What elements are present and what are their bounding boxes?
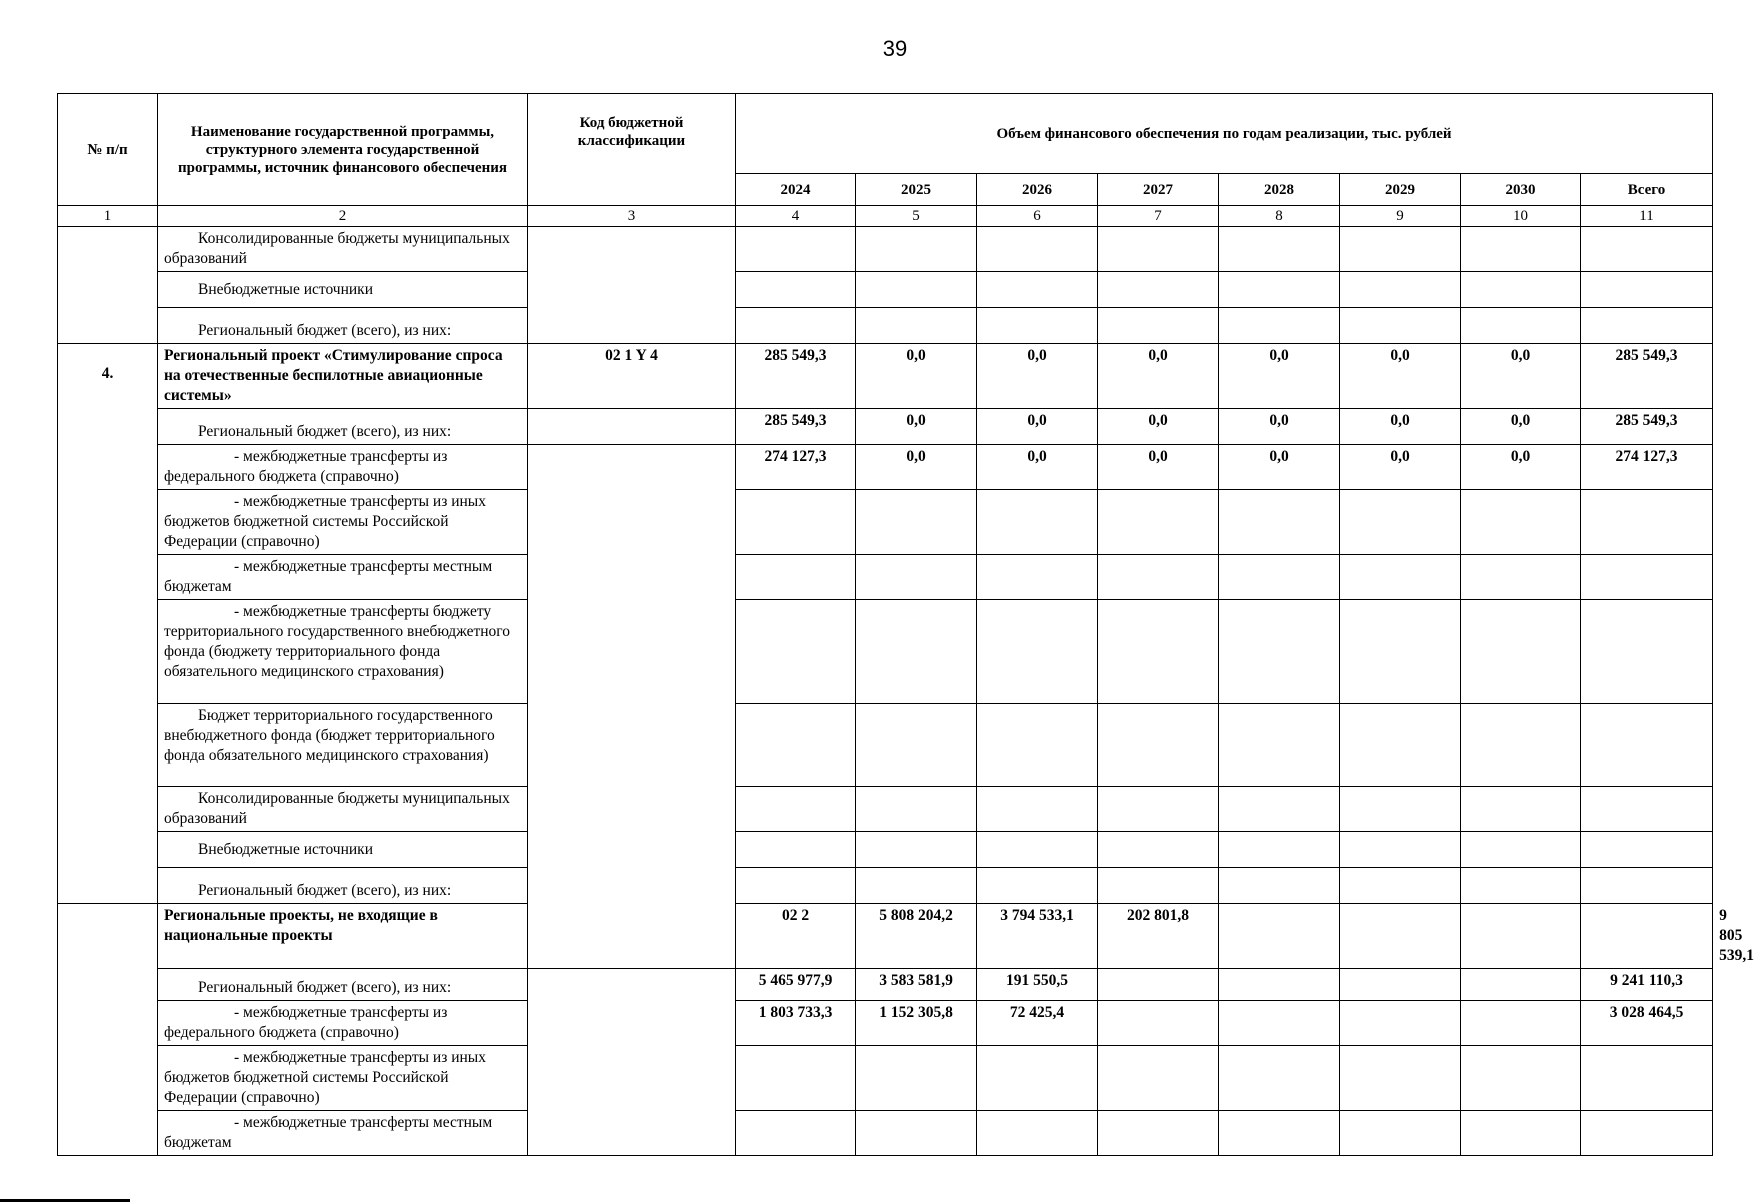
row-value bbox=[977, 1046, 1098, 1111]
row-value bbox=[1461, 832, 1581, 868]
row-value: 285 549,3 bbox=[1581, 344, 1713, 409]
row-value: 0,0 bbox=[1219, 344, 1340, 409]
row-value bbox=[736, 490, 856, 555]
row-value: 9 241 110,3 bbox=[1581, 969, 1713, 1001]
row-value: 1 152 305,8 bbox=[856, 1001, 977, 1046]
row-value bbox=[1581, 272, 1713, 308]
row-value bbox=[856, 704, 977, 787]
row-value bbox=[1461, 904, 1581, 969]
row-value bbox=[1219, 600, 1340, 704]
row-value bbox=[1461, 1111, 1581, 1156]
column-number: 11 bbox=[1581, 206, 1713, 227]
row-value bbox=[1581, 904, 1713, 969]
budget-table bbox=[57, 93, 1754, 1156]
row-code bbox=[528, 969, 736, 1156]
row-value bbox=[1219, 272, 1340, 308]
row-value bbox=[856, 272, 977, 308]
row-value: 3 794 533,1 bbox=[977, 904, 1098, 969]
row-value: 0,0 bbox=[1098, 409, 1219, 445]
row-value bbox=[1219, 969, 1340, 1001]
row-value bbox=[977, 272, 1098, 308]
header-num: № п/п bbox=[58, 94, 158, 206]
table-row bbox=[58, 445, 1713, 490]
row-value bbox=[736, 868, 856, 904]
row-value bbox=[977, 1111, 1098, 1156]
table-row bbox=[58, 344, 1713, 409]
row-name: - межбюджетные трансферты из иных бюджетов бюджетной системы Российской Федерации (справочно) bbox=[158, 490, 528, 555]
header-year: 2025 bbox=[856, 174, 977, 206]
table-row: Региональные проекты, не входящие в национальные проекты 02 2 5 808 204,2 3 794 533,1 202 801,8 9 805 539,1 bbox=[58, 904, 1713, 969]
table-row bbox=[58, 409, 1713, 445]
row-value bbox=[1340, 227, 1461, 272]
row-value bbox=[977, 704, 1098, 787]
column-number: 7 bbox=[1098, 206, 1219, 227]
row-value: 5 465 977,9 bbox=[736, 969, 856, 1001]
row-value bbox=[1098, 272, 1219, 308]
row-code: 02 1 Y 4 bbox=[528, 344, 736, 409]
row-name: Консолидированные бюджеты муниципальных образований bbox=[158, 227, 528, 272]
row-num: 4. bbox=[58, 344, 158, 904]
column-number: 10 bbox=[1461, 206, 1581, 227]
row-value bbox=[1219, 490, 1340, 555]
row-value: 72 425,4 bbox=[977, 1001, 1098, 1046]
row-value: 285 549,3 bbox=[736, 344, 856, 409]
row-name: Региональный проект «Стимулирование спроса на отечественные беспилотные авиационные системы» bbox=[158, 344, 528, 409]
row-name: - межбюджетные трансферты местным бюджетам bbox=[158, 555, 528, 600]
row-value bbox=[736, 272, 856, 308]
row-value: 0,0 bbox=[1461, 445, 1581, 490]
table-row bbox=[58, 1046, 1713, 1111]
row-value bbox=[1461, 969, 1581, 1001]
row-value bbox=[856, 1111, 977, 1156]
row-value bbox=[1581, 787, 1713, 832]
row-value bbox=[1098, 308, 1219, 344]
row-value bbox=[1461, 1046, 1581, 1111]
row-value bbox=[1340, 904, 1461, 969]
header-year: 2026 bbox=[977, 174, 1098, 206]
row-value bbox=[736, 1111, 856, 1156]
header-year: 2030 bbox=[1461, 174, 1581, 206]
header-year: 2027 bbox=[1098, 174, 1219, 206]
table-row bbox=[58, 832, 1713, 868]
row-value bbox=[977, 555, 1098, 600]
row-value bbox=[1098, 704, 1219, 787]
row-value bbox=[1461, 272, 1581, 308]
row-value bbox=[1340, 308, 1461, 344]
row-name: - межбюджетные трансферты из федерального бюджета (справочно) bbox=[158, 1001, 528, 1046]
row-value bbox=[977, 308, 1098, 344]
row-name: Консолидированные бюджеты муниципальных образований bbox=[158, 787, 528, 832]
header-year: 2029 bbox=[1340, 174, 1461, 206]
row-value bbox=[1098, 227, 1219, 272]
row-value: 0,0 bbox=[856, 344, 977, 409]
row-value: 0,0 bbox=[856, 445, 977, 490]
row-value bbox=[1098, 1111, 1219, 1156]
row-name: Региональный бюджет (всего), из них: bbox=[158, 308, 528, 344]
table-row bbox=[58, 969, 1713, 1001]
row-value bbox=[1340, 704, 1461, 787]
row-value bbox=[1581, 600, 1713, 704]
row-value: 3 028 464,5 bbox=[1581, 1001, 1713, 1046]
row-value bbox=[1581, 308, 1713, 344]
row-value bbox=[1461, 227, 1581, 272]
table-row bbox=[58, 787, 1713, 832]
row-value: 0,0 bbox=[1461, 344, 1581, 409]
row-name: - межбюджетные трансферты из федерального бюджета (справочно) bbox=[158, 445, 528, 490]
row-value bbox=[1340, 490, 1461, 555]
row-value bbox=[1098, 555, 1219, 600]
row-value bbox=[1340, 1001, 1461, 1046]
column-number: 6 bbox=[977, 206, 1098, 227]
row-value bbox=[1461, 1001, 1581, 1046]
row-value: 0,0 bbox=[1098, 344, 1219, 409]
row-name: Внебюджетные источники bbox=[158, 832, 528, 868]
table-row bbox=[58, 1111, 1713, 1156]
row-value bbox=[856, 787, 977, 832]
row-value bbox=[1219, 1046, 1340, 1111]
table-row bbox=[58, 1001, 1713, 1046]
row-value: 0,0 bbox=[1098, 445, 1219, 490]
column-number: 3 bbox=[528, 206, 736, 227]
row-value bbox=[1461, 787, 1581, 832]
row-value bbox=[1581, 490, 1713, 555]
row-value bbox=[736, 832, 856, 868]
row-value bbox=[1581, 555, 1713, 600]
row-value bbox=[856, 1046, 977, 1111]
row-value bbox=[1581, 227, 1713, 272]
row-value bbox=[1098, 1046, 1219, 1111]
column-number: 8 bbox=[1219, 206, 1340, 227]
row-value bbox=[1219, 308, 1340, 344]
row-value: 274 127,3 bbox=[736, 445, 856, 490]
row-value bbox=[1340, 555, 1461, 600]
row-num bbox=[58, 227, 158, 344]
row-value bbox=[856, 832, 977, 868]
row-value: 274 127,3 bbox=[1581, 445, 1713, 490]
row-value bbox=[856, 490, 977, 555]
row-num bbox=[58, 904, 158, 1156]
row-value: 0,0 bbox=[977, 445, 1098, 490]
row-value bbox=[736, 555, 856, 600]
column-numbers-row bbox=[58, 206, 1713, 227]
row-value bbox=[736, 787, 856, 832]
row-value: 191 550,5 bbox=[977, 969, 1098, 1001]
table-row bbox=[58, 490, 1713, 555]
row-value bbox=[856, 308, 977, 344]
table-row bbox=[58, 555, 1713, 600]
row-value: 0,0 bbox=[1461, 409, 1581, 445]
row-value bbox=[1581, 704, 1713, 787]
row-code bbox=[528, 409, 736, 445]
row-value: 0,0 bbox=[1340, 409, 1461, 445]
header-year: 2024 bbox=[736, 174, 856, 206]
row-value bbox=[1219, 787, 1340, 832]
row-value bbox=[1461, 600, 1581, 704]
row-value bbox=[1219, 868, 1340, 904]
row-value bbox=[1098, 832, 1219, 868]
row-value bbox=[1098, 490, 1219, 555]
column-number: 4 bbox=[736, 206, 856, 227]
row-value bbox=[1461, 868, 1581, 904]
row-value bbox=[1219, 227, 1340, 272]
column-number: 5 bbox=[856, 206, 977, 227]
header-total: Всего bbox=[1581, 174, 1713, 206]
row-value: 202 801,8 bbox=[1098, 904, 1219, 969]
row-value: 0,0 bbox=[856, 409, 977, 445]
row-value bbox=[1340, 272, 1461, 308]
header-name: Наименование государственной программы, структурного элемента государственной программы, источник финансового обеспечения bbox=[158, 94, 528, 206]
row-value bbox=[736, 1046, 856, 1111]
column-number: 2 bbox=[158, 206, 528, 227]
row-name: Региональный бюджет (всего), из них: bbox=[158, 969, 528, 1001]
table-row bbox=[58, 704, 1713, 787]
row-value bbox=[977, 868, 1098, 904]
row-value bbox=[1098, 969, 1219, 1001]
row-value bbox=[856, 227, 977, 272]
row-value bbox=[1219, 832, 1340, 868]
row-value bbox=[856, 868, 977, 904]
row-value bbox=[736, 704, 856, 787]
row-value bbox=[1219, 904, 1340, 969]
row-value bbox=[1581, 868, 1713, 904]
row-value: 5 808 204,2 bbox=[856, 904, 977, 969]
row-value bbox=[1581, 832, 1713, 868]
row-value: 3 583 581,9 bbox=[856, 969, 977, 1001]
header-year: 2028 bbox=[1219, 174, 1340, 206]
row-value bbox=[1581, 1111, 1713, 1156]
row-value bbox=[1340, 868, 1461, 904]
row-value bbox=[1340, 1046, 1461, 1111]
row-value bbox=[977, 832, 1098, 868]
row-value bbox=[1219, 1111, 1340, 1156]
row-value bbox=[1340, 1111, 1461, 1156]
row-name: Региональные проекты, не входящие в национальные проекты bbox=[158, 904, 528, 969]
row-value bbox=[1219, 1001, 1340, 1046]
row-value bbox=[856, 555, 977, 600]
row-code bbox=[528, 227, 736, 344]
header-volume: Объем финансового обеспечения по годам реализации, тыс. рублей bbox=[736, 94, 1713, 174]
row-value bbox=[1098, 600, 1219, 704]
table-row bbox=[58, 227, 1713, 272]
row-value bbox=[1461, 555, 1581, 600]
column-number: 9 bbox=[1340, 206, 1461, 227]
page-number: 39 bbox=[882, 36, 908, 61]
row-value: 285 549,3 bbox=[1581, 409, 1713, 445]
row-value: 1 803 733,3 bbox=[736, 1001, 856, 1046]
row-code bbox=[528, 445, 736, 969]
row-name: Внебюджетные источники bbox=[158, 272, 528, 308]
row-value: 0,0 bbox=[977, 409, 1098, 445]
row-value bbox=[736, 227, 856, 272]
row-value bbox=[1098, 1001, 1219, 1046]
row-value bbox=[977, 787, 1098, 832]
row-name: - межбюджетные трансферты из иных бюджетов бюджетной системы Российской Федерации (справочно) bbox=[158, 1046, 528, 1111]
row-name: Региональный бюджет (всего), из них: bbox=[158, 409, 528, 445]
row-value bbox=[1098, 787, 1219, 832]
row-value: 0,0 bbox=[1219, 445, 1340, 490]
row-value bbox=[977, 227, 1098, 272]
row-name: Бюджет территориального государственного внебюджетного фонда (бюджет территориального фонда обязательного медицинского страхования) bbox=[158, 704, 528, 787]
row-value: 0,0 bbox=[1340, 344, 1461, 409]
row-value: 0,0 bbox=[977, 344, 1098, 409]
row-value bbox=[1219, 555, 1340, 600]
row-value bbox=[1340, 787, 1461, 832]
table-row bbox=[58, 868, 1713, 904]
table-row bbox=[58, 272, 1713, 308]
table-row bbox=[58, 600, 1713, 704]
row-value bbox=[736, 600, 856, 704]
row-name: - межбюджетные трансферты бюджету территориального государственного внебюджетного фонда (бюджету территориального фонда обязательного медицинского страхования) bbox=[158, 600, 528, 704]
row-value bbox=[1461, 704, 1581, 787]
row-value bbox=[1340, 600, 1461, 704]
row-value bbox=[977, 490, 1098, 555]
row-value bbox=[736, 308, 856, 344]
row-value bbox=[1581, 1046, 1713, 1111]
row-name: - межбюджетные трансферты местным бюджетам bbox=[158, 1111, 528, 1156]
header-code: Код бюджетной классификации bbox=[528, 94, 736, 206]
column-number: 1 bbox=[58, 206, 158, 227]
row-value bbox=[1461, 490, 1581, 555]
row-value bbox=[1340, 969, 1461, 1001]
row-value bbox=[856, 600, 977, 704]
row-value bbox=[1461, 308, 1581, 344]
row-value bbox=[1340, 832, 1461, 868]
row-name: Региональный бюджет (всего), из них: bbox=[158, 868, 528, 904]
row-value bbox=[1219, 704, 1340, 787]
row-value: 0,0 bbox=[1340, 445, 1461, 490]
row-value: 285 549,3 bbox=[736, 409, 856, 445]
row-value: 0,0 bbox=[1219, 409, 1340, 445]
row-code: 02 2 bbox=[736, 904, 856, 969]
row-value bbox=[1098, 868, 1219, 904]
row-value bbox=[977, 600, 1098, 704]
table-row bbox=[58, 308, 1713, 344]
